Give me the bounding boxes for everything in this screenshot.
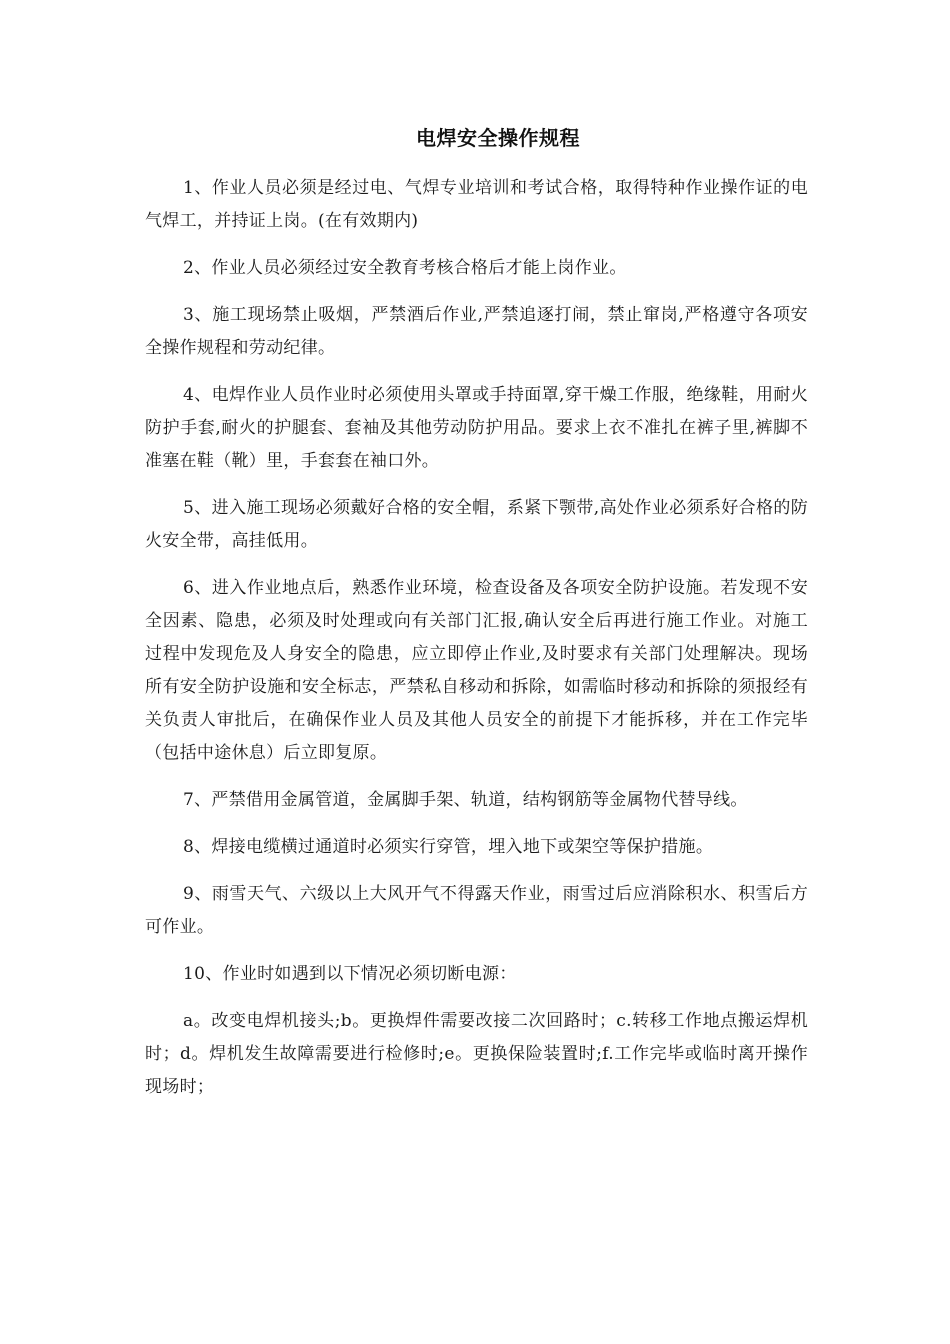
paragraph-3: 3、施工现场禁止吸烟，严禁酒后作业,严禁追逐打闹，禁止窜岗,严格遵守各项安全操作规程和劳动纪律。 [145, 305, 808, 358]
paragraph-1: 1、作业人员必须是经过电、气焊专业培训和考试合格，取得特种作业操作证的电气焊工，并持证上岗。(在有效期内) [145, 178, 808, 231]
paragraph-10: 10、作业时如遇到以下情况必须切断电源： [183, 964, 517, 984]
paragraph-10-items: a。改变电焊机接头;b。更换焊件需要改接二次回路时；c.转移工作地点搬运焊机时；d。焊机发生故障需要进行检修时;e。更换保险装置时;f.工作完毕或临时离开操作现场时； [145, 1011, 808, 1097]
paragraph-6: 6、进入作业地点后，熟悉作业环境，检查设备及各项安全防护设施。若发现不安全因素、隐患，必须及时处理或向有关部门汇报,确认安全后再进行施工作业。对施工过程中发现危及人身安全的隐患，应立即停止作业,及时要求有关部门处理解决。现场所有安全防护设施和安全标志，严禁私自移动和拆除，如需临时移动和拆除的须报经有关负责人审批后，在确保作业人员及其他人员安全的前提下才能拆移，并在工作完毕（包括中途休息）后立即复原。 [145, 578, 808, 763]
paragraph-5: 5、进入施工现场必须戴好合格的安全帽，系紧下颚带,高处作业必须系好合格的防火安全带，高挂低用。 [145, 498, 808, 551]
paragraph-9: 9、雨雪天气、六级以上大风开气不得露天作业，雨雪过后应消除积水、积雪后方可作业。 [145, 884, 808, 937]
paragraph-7: 7、严禁借用金属管道，金属脚手架、轨道，结构钢筋等金属物代替导线。 [183, 790, 748, 810]
paragraph-8: 8、焊接电缆横过通道时必须实行穿管，埋入地下或架空等保护措施。 [183, 837, 714, 857]
paragraph-4: 4、电焊作业人员作业时必须使用头罩或手持面罩,穿干燥工作服，绝缘鞋，用耐火防护手套,耐火的护腿套、套袖及其他劳动防护用品。要求上衣不准扎在裤子里,裤脚不准塞在鞋（靴）里，手套套在袖口外。 [145, 385, 808, 471]
document-title: 电焊安全操作规程 [416, 126, 580, 150]
document-body [145, 172, 808, 1118]
paragraph-2: 2、作业人员必须经过安全教育考核合格后才能上岗作业。 [183, 258, 627, 278]
